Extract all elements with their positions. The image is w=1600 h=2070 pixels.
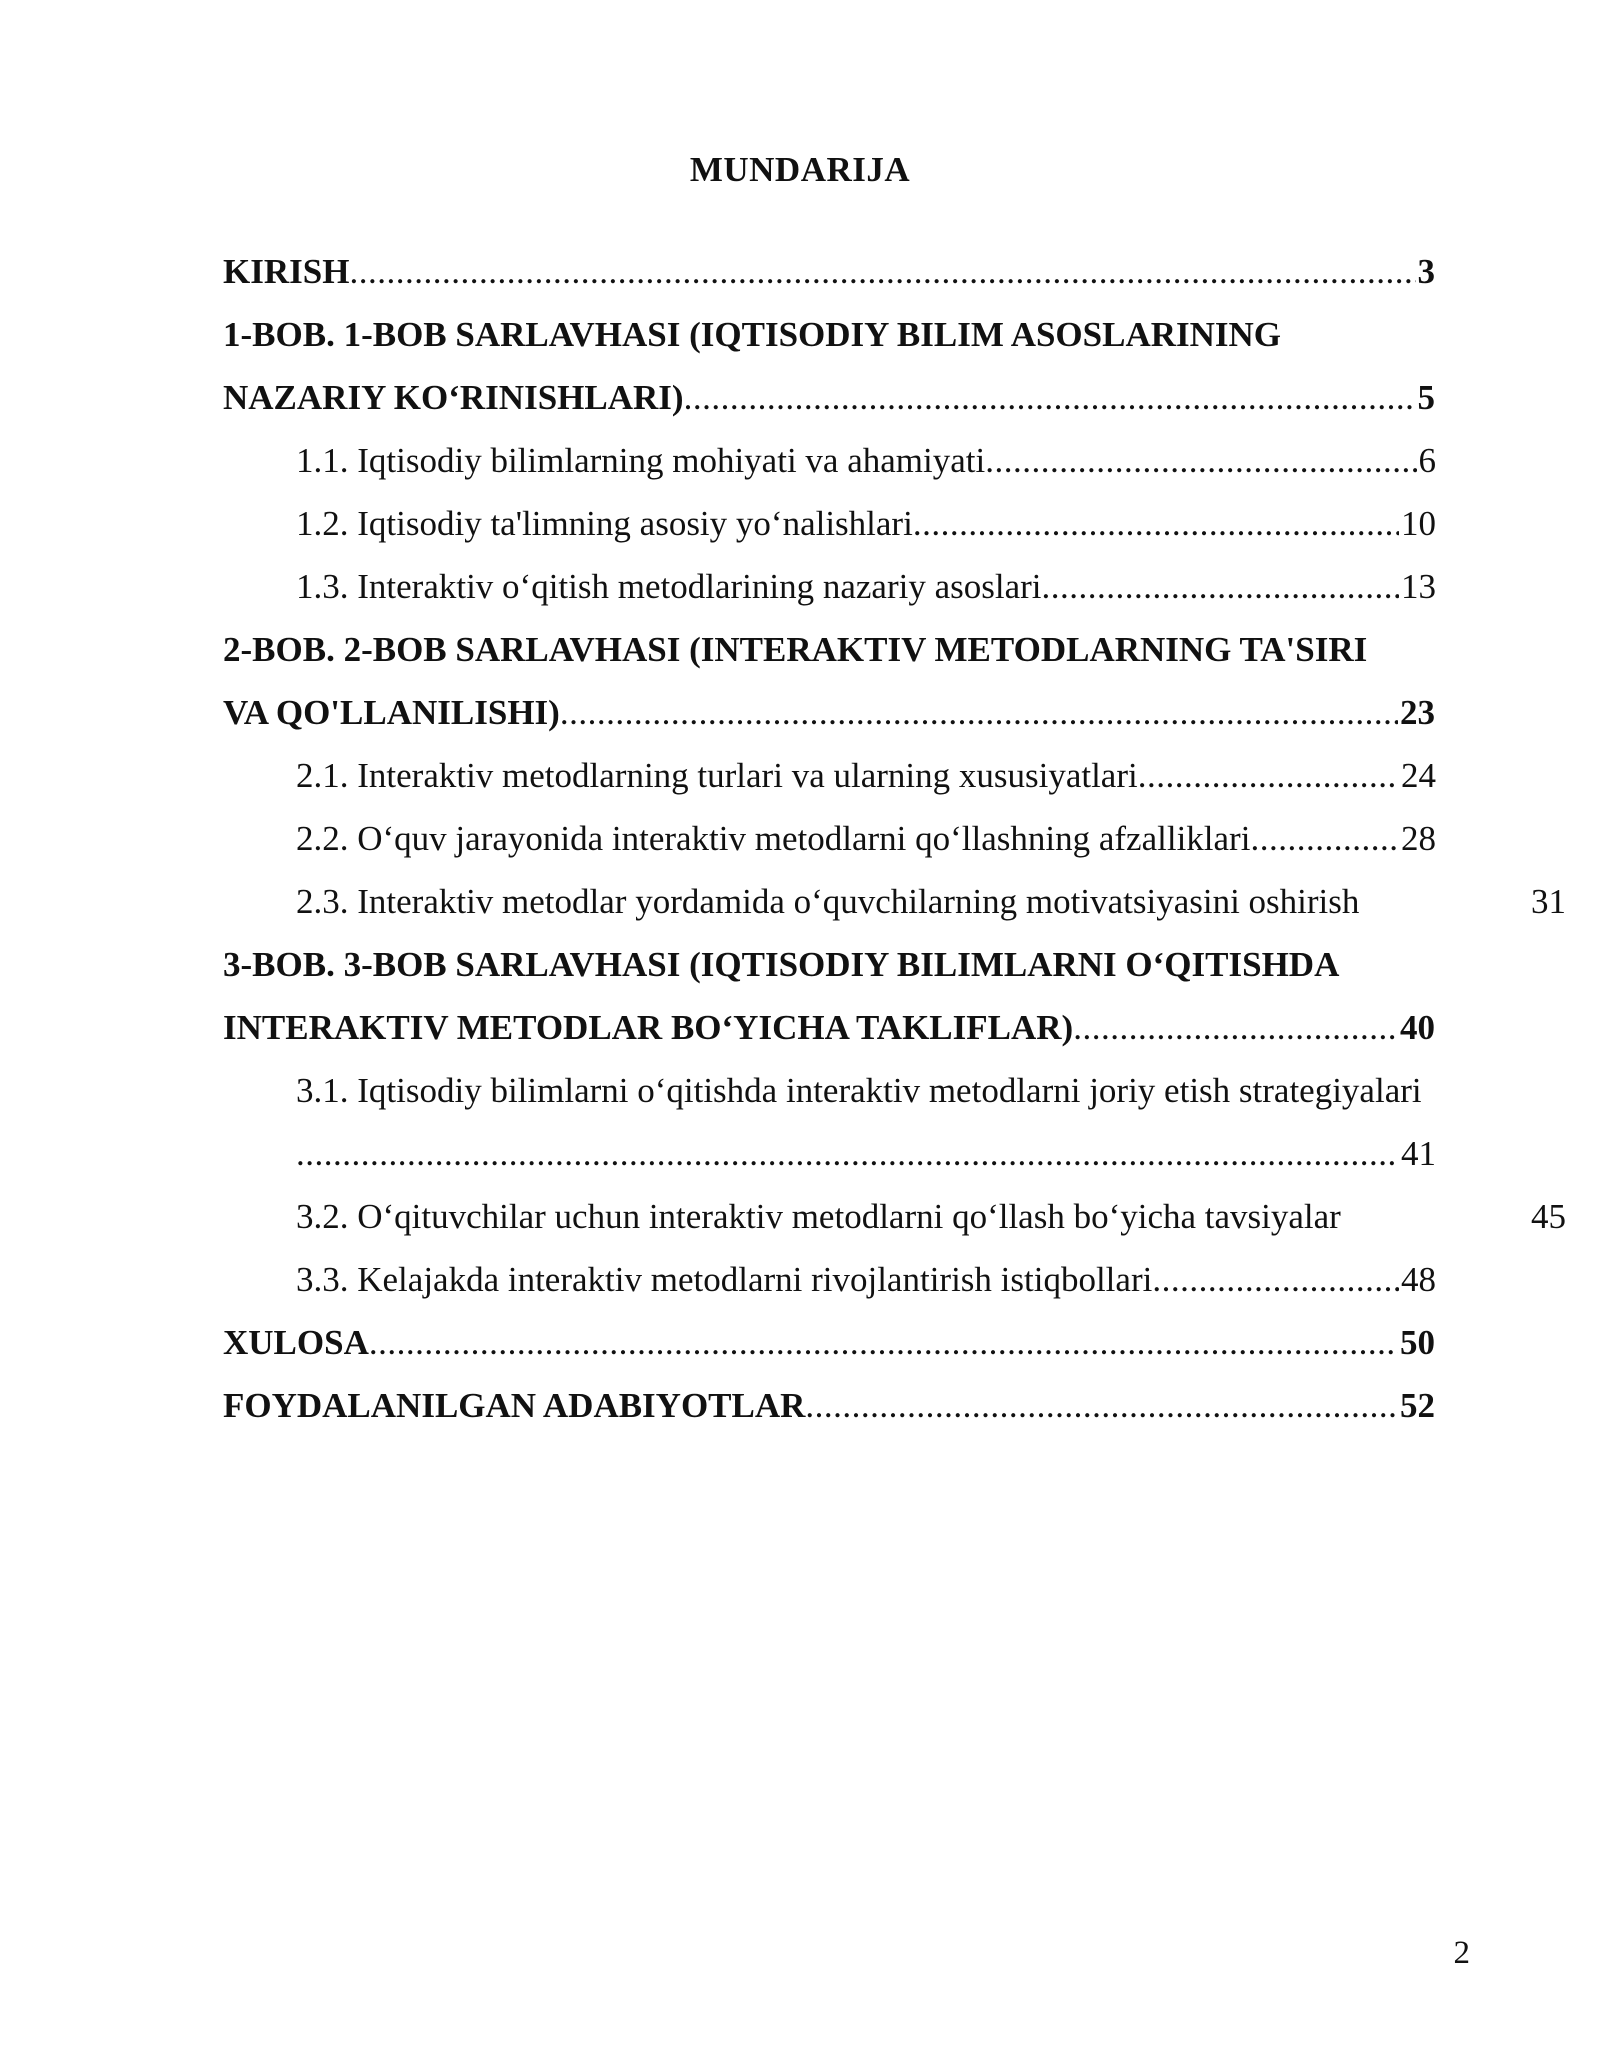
toc-chapter-entry[interactable] — [223, 1374, 1493, 1437]
toc-entry-title-line: 2-BOB. 2-BOB SARLAVHASI (INTERAKTIV METODLARNING TA'SIRI — [223, 630, 1368, 669]
toc-entry-page-number: 24 — [1401, 756, 1436, 795]
toc-section-entry[interactable] — [223, 1185, 1566, 1248]
toc-dot-leader — [296, 1122, 1399, 1185]
toc-chapter-entry[interactable] — [223, 303, 1493, 429]
toc-entry-page-number: 52 — [1400, 1386, 1435, 1425]
toc-entry-label: 2.2. O‘quv jarayonida interaktiv metodlarni qo‘llashning afzalliklari — [296, 819, 1251, 858]
toc-section-entry[interactable] — [223, 429, 1493, 492]
toc-section-entry[interactable] — [223, 807, 1493, 870]
toc-entry-title-line: 3-BOB. 3-BOB SARLAVHASI (IQTISODIY BILIMLARNI O‘QITISHDA — [223, 945, 1340, 984]
toc-entry-label: XULOSA — [223, 1323, 369, 1362]
toc-dot-leader — [805, 1374, 1398, 1437]
toc-section-entry[interactable] — [223, 870, 1566, 933]
toc-entry-title-line: 3.1. Iqtisodiy bilimlarni o‘qitishda interaktiv metodlarni joriy etish strategiyalari — [296, 1071, 1422, 1110]
toc-dot-leader — [985, 429, 1416, 492]
toc-chapter-entry[interactable] — [223, 240, 1493, 303]
toc-section-entry[interactable] — [223, 1248, 1493, 1311]
toc-entry-label: FOYDALANILGAN ADABIYOTLAR — [223, 1386, 806, 1425]
toc-dot-leader — [1152, 1248, 1399, 1311]
toc-entry-label: VA QO'LLANILISHI) — [223, 693, 560, 732]
toc-entry-label: 2.1. Interaktiv metodlarning turlari va ularning xususiyatlari — [296, 756, 1138, 795]
toc-dot-leader — [560, 681, 1398, 744]
toc-dot-leader — [913, 492, 1399, 555]
toc-entry-label: 1.3. Interaktiv o‘qitish metodlarining nazariy asoslari — [296, 567, 1042, 606]
toc-section-entry[interactable] — [223, 744, 1493, 807]
toc-entry-label: 1.2. Iqtisodiy ta'limning asosiy yo‘nalishlari — [296, 504, 913, 543]
toc-entry-page-number: 23 — [1400, 693, 1435, 732]
toc-chapter-entry[interactable] — [223, 933, 1493, 1059]
toc-entry-label: 3.2. O‘qituvchilar uchun interaktiv metodlarni qo‘llash bo‘yicha tavsiyalar — [296, 1197, 1341, 1236]
toc-entry-page-number: 45 — [1531, 1197, 1566, 1236]
toc-entry-label: INTERAKTIV METODLAR BO‘YICHA TAKLIFLAR) — [223, 1008, 1074, 1047]
toc-entry-label: KIRISH — [223, 252, 350, 291]
toc-entry-label: 1.1. Iqtisodiy bilimlarning mohiyati va ahamiyati — [296, 441, 986, 480]
toc-dot-leader — [1073, 996, 1398, 1059]
toc-dot-leader — [1042, 555, 1400, 618]
toc-entry-page-number: 13 — [1401, 567, 1436, 606]
toc-entry-page-number: 41 — [1401, 1134, 1436, 1173]
toc-section-entry[interactable] — [223, 555, 1493, 618]
toc-entry-title-line: 1-BOB. 1-BOB SARLAVHASI (IQTISODIY BILIM ASOSLARINING — [223, 315, 1282, 354]
toc-entry-page-number: 28 — [1401, 819, 1436, 858]
toc-entry-label: NAZARIY KO‘RINISHLARI) — [223, 378, 684, 417]
page-title: MUNDARIJA — [689, 150, 911, 189]
toc-chapter-entry[interactable] — [223, 1311, 1493, 1374]
toc-entry-page-number: 5 — [1417, 378, 1435, 417]
toc-section-entry[interactable] — [223, 492, 1493, 555]
toc-chapter-entry[interactable] — [223, 618, 1493, 744]
toc-dot-leader — [369, 1311, 1398, 1374]
toc-entry-page-number: 3 — [1417, 252, 1435, 291]
toc-section-entry[interactable] — [223, 1059, 1493, 1185]
toc-entry-page-number: 50 — [1400, 1323, 1435, 1362]
page-number: 2 — [1453, 1935, 1470, 1971]
toc-entry-page-number: 31 — [1531, 882, 1566, 921]
toc-dot-leader — [349, 240, 1415, 303]
toc-dot-leader — [1138, 744, 1399, 807]
toc-dot-leader — [684, 366, 1416, 429]
toc-entry-page-number: 6 — [1418, 441, 1436, 480]
toc-entry-label: 3.3. Kelajakda interaktiv metodlarni rivojlantirish istiqbollari — [296, 1260, 1153, 1299]
toc-entry-page-number: 48 — [1401, 1260, 1436, 1299]
toc-entry-page-number: 10 — [1401, 504, 1436, 543]
toc-dot-leader — [1250, 807, 1399, 870]
toc-entry-label: 2.3. Interaktiv metodlar yordamida o‘quvchilarning motivatsiyasini oshirish — [296, 882, 1360, 921]
table-of-contents — [223, 240, 1566, 1437]
toc-entry-page-number: 40 — [1400, 1008, 1435, 1047]
